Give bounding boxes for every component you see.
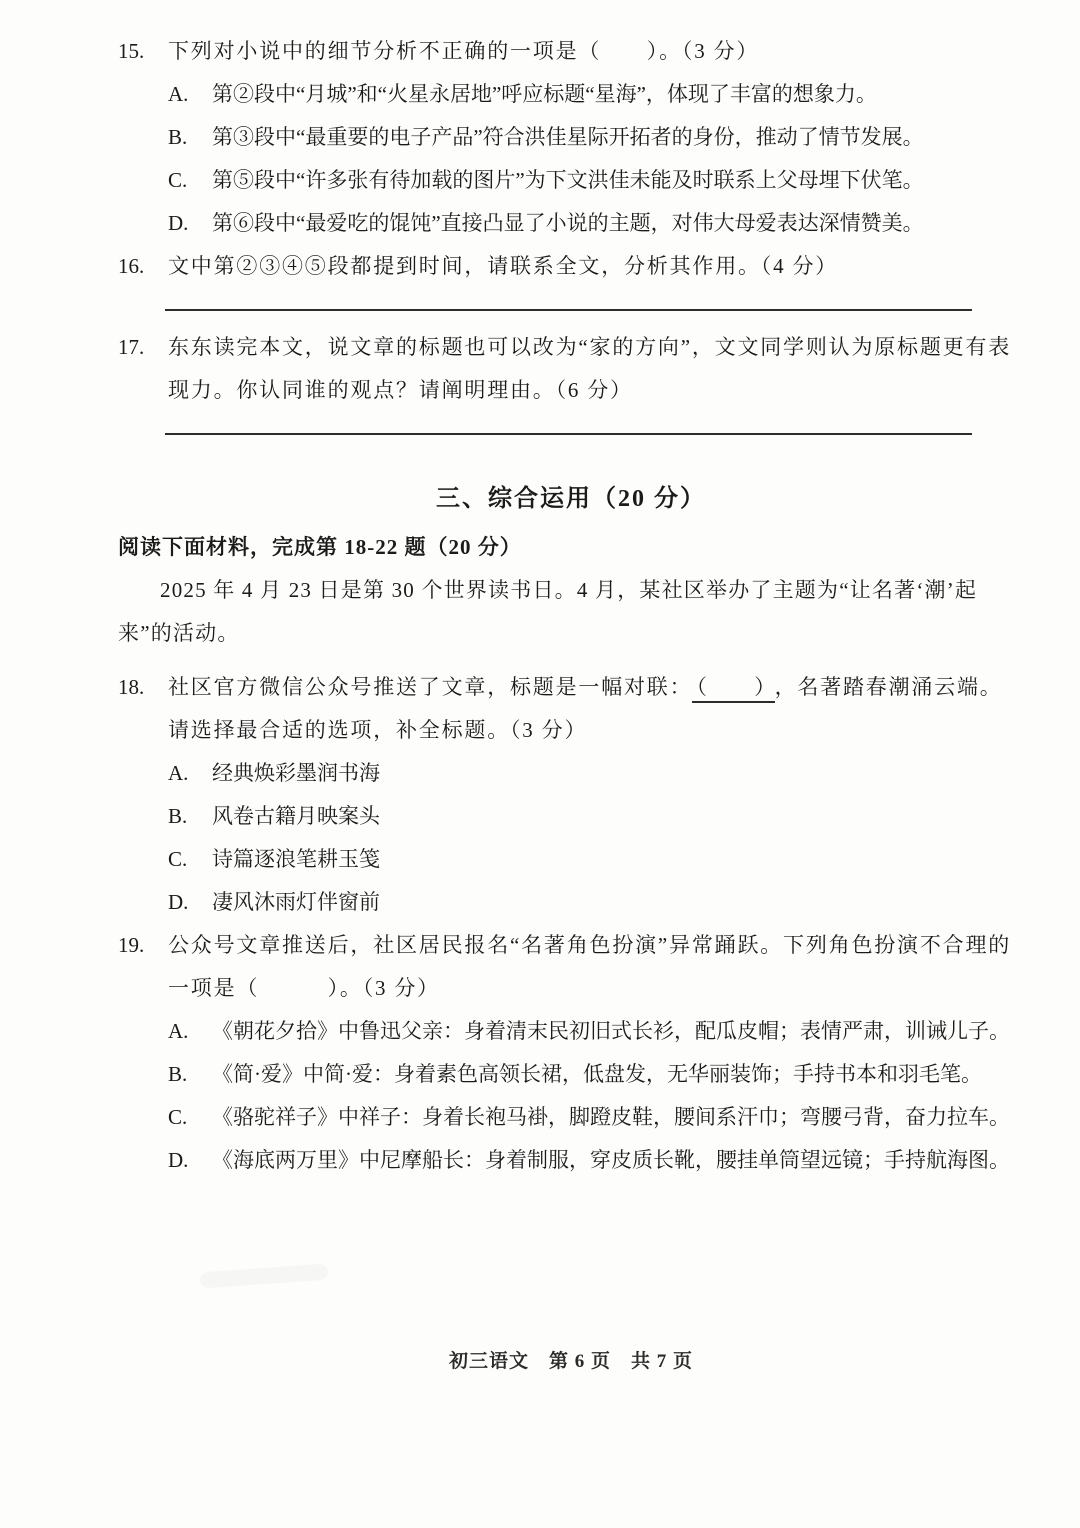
option-text: 第③段中“最重要的电子产品”符合洪佳星际开拓者的身份，推动了情节发展。: [212, 125, 924, 149]
option-label: D.: [168, 1148, 189, 1172]
option-text: 《骆驼祥子》中祥子：身着长袍马褂，脚蹬皮鞋，腰间系汗巾；弯腰弓背，奋力拉车。: [212, 1105, 1010, 1129]
question-19-option-b: [168, 1053, 1024, 1096]
question-18-option-d: [168, 881, 1024, 924]
question-16-stem: 文中第②③④⑤段都提到时间，请联系全文，分析其作用。（4 分）: [168, 254, 839, 278]
page-footer: 初三语文 第 6 页 共 7 页: [448, 1351, 693, 1372]
section-instruction: 阅读下面材料，完成第 18-22 题（20 分）: [118, 535, 522, 559]
option-text: 第⑤段中“许多张有待加载的图片”为下文洪佳未能及时联系上父母埋下伏笔。: [212, 168, 924, 192]
option-text: 诗篇逐浪笔耕玉笺: [212, 847, 380, 871]
question-18-option-b: [168, 795, 1024, 838]
question-19-stem: 公众号文章推送后，社区居民报名“名著角色扮演”异常踊跃。下列角色扮演不合理的一项是（ ）。（3 分）: [168, 933, 1012, 1000]
question-19: [118, 924, 1024, 1182]
option-text: 经典焕彩墨润书海: [212, 761, 380, 785]
option-label: A.: [168, 1019, 189, 1043]
option-text: 《海底两万里》中尼摩船长：身着制服，穿皮质长靴，腰挂单筒望远镜；手持航海图。: [212, 1148, 1010, 1172]
option-label: C.: [168, 1105, 188, 1129]
option-text: 第⑥段中“最爱吃的馄饨”直接凸显了小说的主题，对伟大母爱表达深情赞美。: [212, 211, 924, 235]
question-15-option-c: [168, 159, 1024, 202]
question-17-number: 17.: [118, 335, 145, 359]
option-text: 《朝花夕拾》中鲁迅父亲：身着清末民初旧式长衫，配瓜皮帽；表情严肃，训诫儿子。: [212, 1019, 1010, 1043]
option-label: B.: [168, 125, 188, 149]
question-19-option-c: [168, 1096, 1024, 1139]
option-label: C.: [168, 847, 188, 871]
fill-in-blank: （ ）: [692, 675, 774, 703]
option-text: 第②段中“月城”和“火星永居地”呼应标题“星海”，体现了丰富的想象力。: [212, 82, 877, 106]
question-15-option-b: [168, 116, 1024, 159]
scan-smudge: [200, 1264, 329, 1289]
question-19-number: 19.: [118, 933, 145, 957]
question-18-number: 18.: [118, 675, 145, 699]
option-label: C.: [168, 168, 188, 192]
question-16-number: 16.: [118, 254, 145, 278]
option-label: B.: [168, 1062, 188, 1086]
question-18: [118, 666, 1024, 924]
option-text: 风卷古籍月映案头: [212, 804, 380, 828]
option-label: A.: [168, 82, 189, 106]
question-18-option-a: [168, 752, 1024, 795]
question-15-stem: 下列对小说中的细节分析不正确的一项是（ ）。（3 分）: [168, 39, 760, 63]
stem-post: ，名著踏春潮涌云端。请选择最合适的选项，补全标题。（3 分）: [168, 675, 1003, 742]
question-15-option-d: [168, 202, 1024, 245]
question-15: [118, 30, 1024, 245]
option-label: B.: [168, 804, 188, 828]
answer-line: [165, 433, 972, 435]
question-16: [118, 245, 1024, 288]
stem-pre: 社区官方微信公众号推送了文章，标题是一幅对联：: [168, 675, 693, 699]
material-paragraph: 2025 年 4 月 23 日是第 30 个世界读书日。4 月，某社区举办了主题为“让名著‘潮’起来”的活动。: [118, 578, 978, 645]
question-17: [118, 326, 1024, 412]
option-text: 《简·爱》中简·爱：身着素色高领长裙，低盘发，无华丽装饰；手持书本和羽毛笔。: [212, 1062, 982, 1086]
question-17-stem: 东东读完本文，说文章的标题也可以改为“家的方向”，文文同学则认为原标题更有表现力。你认同谁的观点？请阐明理由。（6 分）: [168, 335, 1012, 402]
answer-line: [165, 309, 972, 311]
option-label: A.: [168, 761, 189, 785]
question-15-option-a: [168, 73, 1024, 116]
section-heading: 三、综合运用（20 分）: [436, 486, 706, 512]
question-18-option-c: [168, 838, 1024, 881]
question-18-stem: [168, 666, 1024, 752]
question-19-option-a: [168, 1010, 1024, 1053]
question-15-number: 15.: [118, 39, 145, 63]
option-label: D.: [168, 890, 189, 914]
option-label: D.: [168, 211, 189, 235]
question-19-option-d: [168, 1139, 1024, 1182]
option-text: 凄风沐雨灯伴窗前: [212, 890, 380, 914]
